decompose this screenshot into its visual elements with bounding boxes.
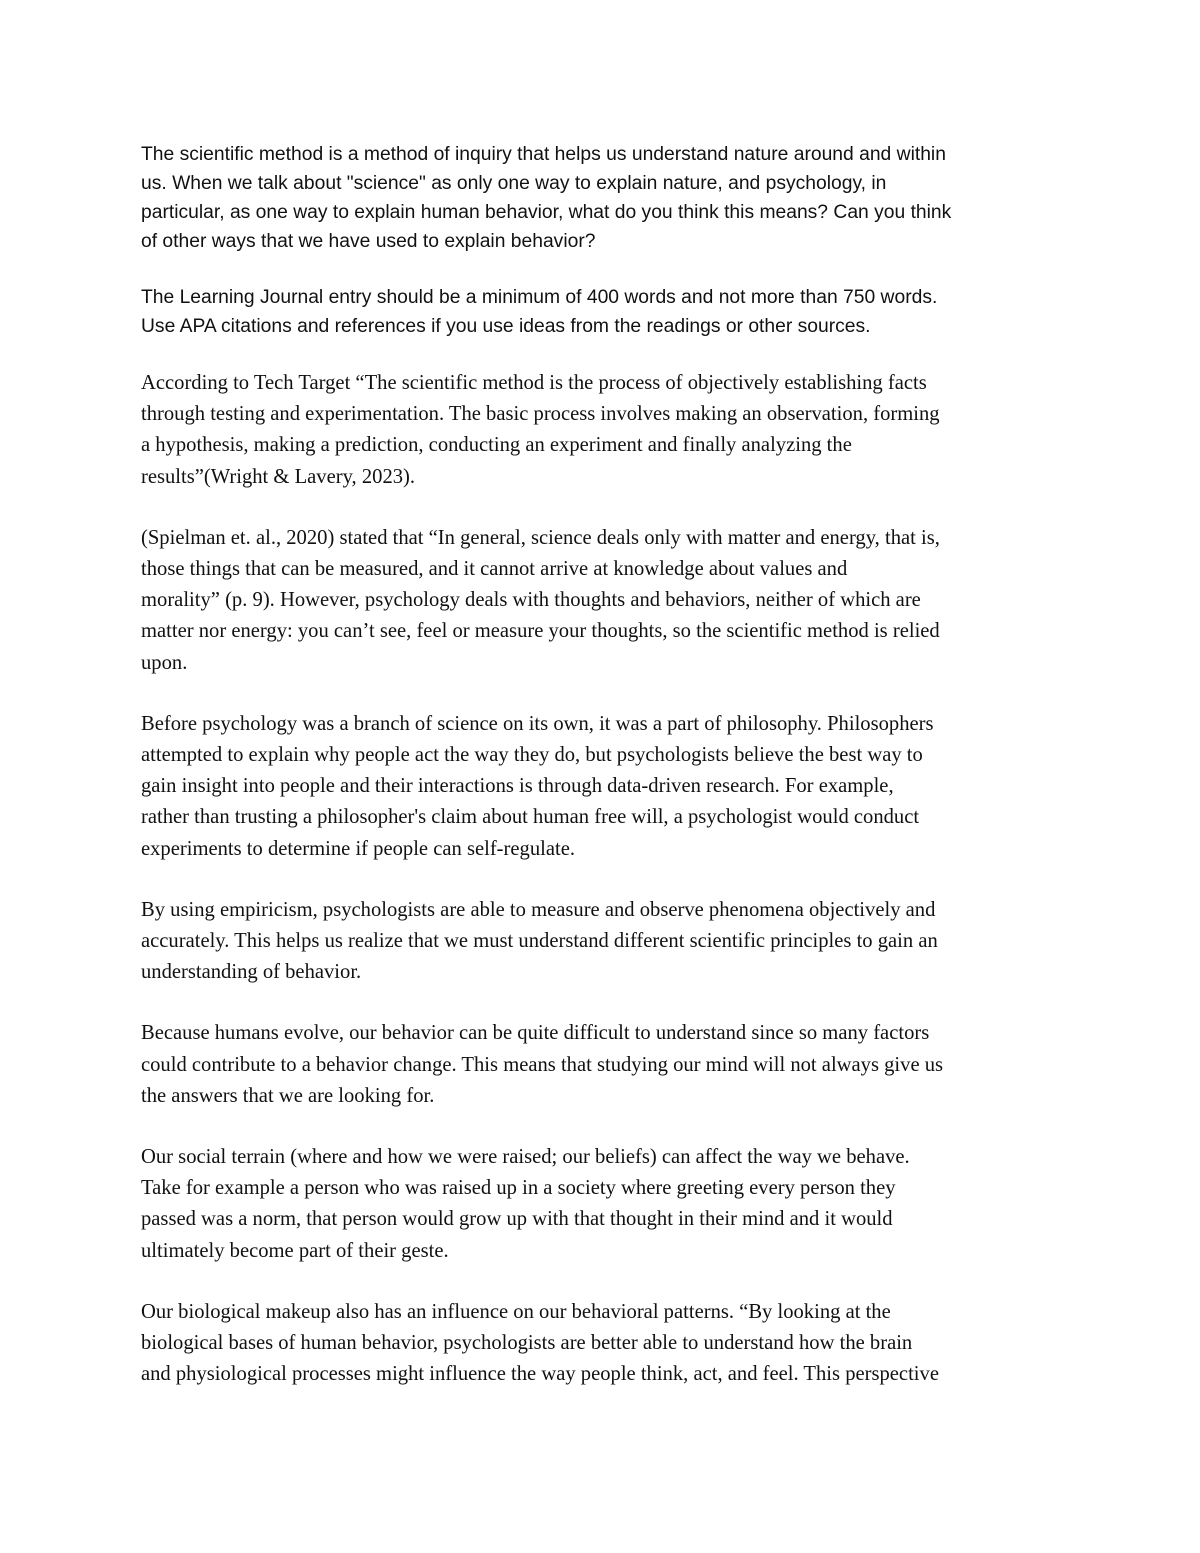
biological-makeup-paragraph: Our biological makeup also has an influence on our behavioral patterns. “By looking at the biological bases of human behavior, psychologists are better able to understand how the brain and physiological processes might influence the way people think, act, and feel. This perspective	[141, 1300, 939, 1386]
philosophy-paragraph: Before psychology was a branch of science on its own, it was a part of philosophy. Philosophers attempted to explain why people act the way they do, but psychologists believe the best way to gain insight into people and their interactions is through data-driven research. For example, rather than trusting a philosopher's claim about human free will, a psychologist would conduct experiments to determine if people can self-regulate.	[141, 712, 934, 860]
prompt-question-paragraph: The scientific method is a method of inquiry that helps us understand nature around and within us. When we talk about "science" as only one way to explain nature, and psychology, in particular, as one way to explain human behavior, what do you think this means? Can you think of other ways that we have used to explain behavior?	[141, 144, 952, 252]
social-terrain-paragraph: Our social terrain (where and how we were raised; our beliefs) can affect the way we behave. Take for example a person who was raised up in a society where greeting every person they passed was a norm, that person would grow up with that thought in their mind and it would ultimately become part of their geste.	[141, 1146, 910, 1262]
spielman-quote-paragraph: (Spielman et. al., 2020) stated that “In general, science deals only with matter and energy, that is, those things that can be measured, and it cannot arrive at knowledge about values and morality” (p. 9). However, psychology deals with thoughts and behaviors, neither of which are matter nor energy: you can’t see, feel or measure your thoughts, so the scientific method is relied upon.	[141, 526, 940, 674]
human-evolution-paragraph: Because humans evolve, our behavior can be quite difficult to understand since so many factors could contribute to a behavior change. This means that studying our mind will not always give us the answers that we are looking for.	[141, 1022, 944, 1107]
assignment-requirements-paragraph: The Learning Journal entry should be a minimum of 400 words and not more than 750 words. Use APA citations and references if you use ideas from the readings or other sources.	[141, 287, 938, 337]
document-body	[141, 140, 1071, 1390]
tech-target-quote-paragraph: According to Tech Target “The scientific method is the process of objectively establishing facts through testing and experimentation. The basic process involves making an observation, forming a hypothesis, making a prediction, conducting an experiment and finally analyzing the results”(Wright & Lavery, 2023).	[141, 372, 940, 488]
empiricism-paragraph: By using empiricism, psychologists are able to measure and observe phenomena objectively and accurately. This helps us realize that we must understand different scientific principles to gain an understanding of behavior.	[141, 898, 938, 984]
